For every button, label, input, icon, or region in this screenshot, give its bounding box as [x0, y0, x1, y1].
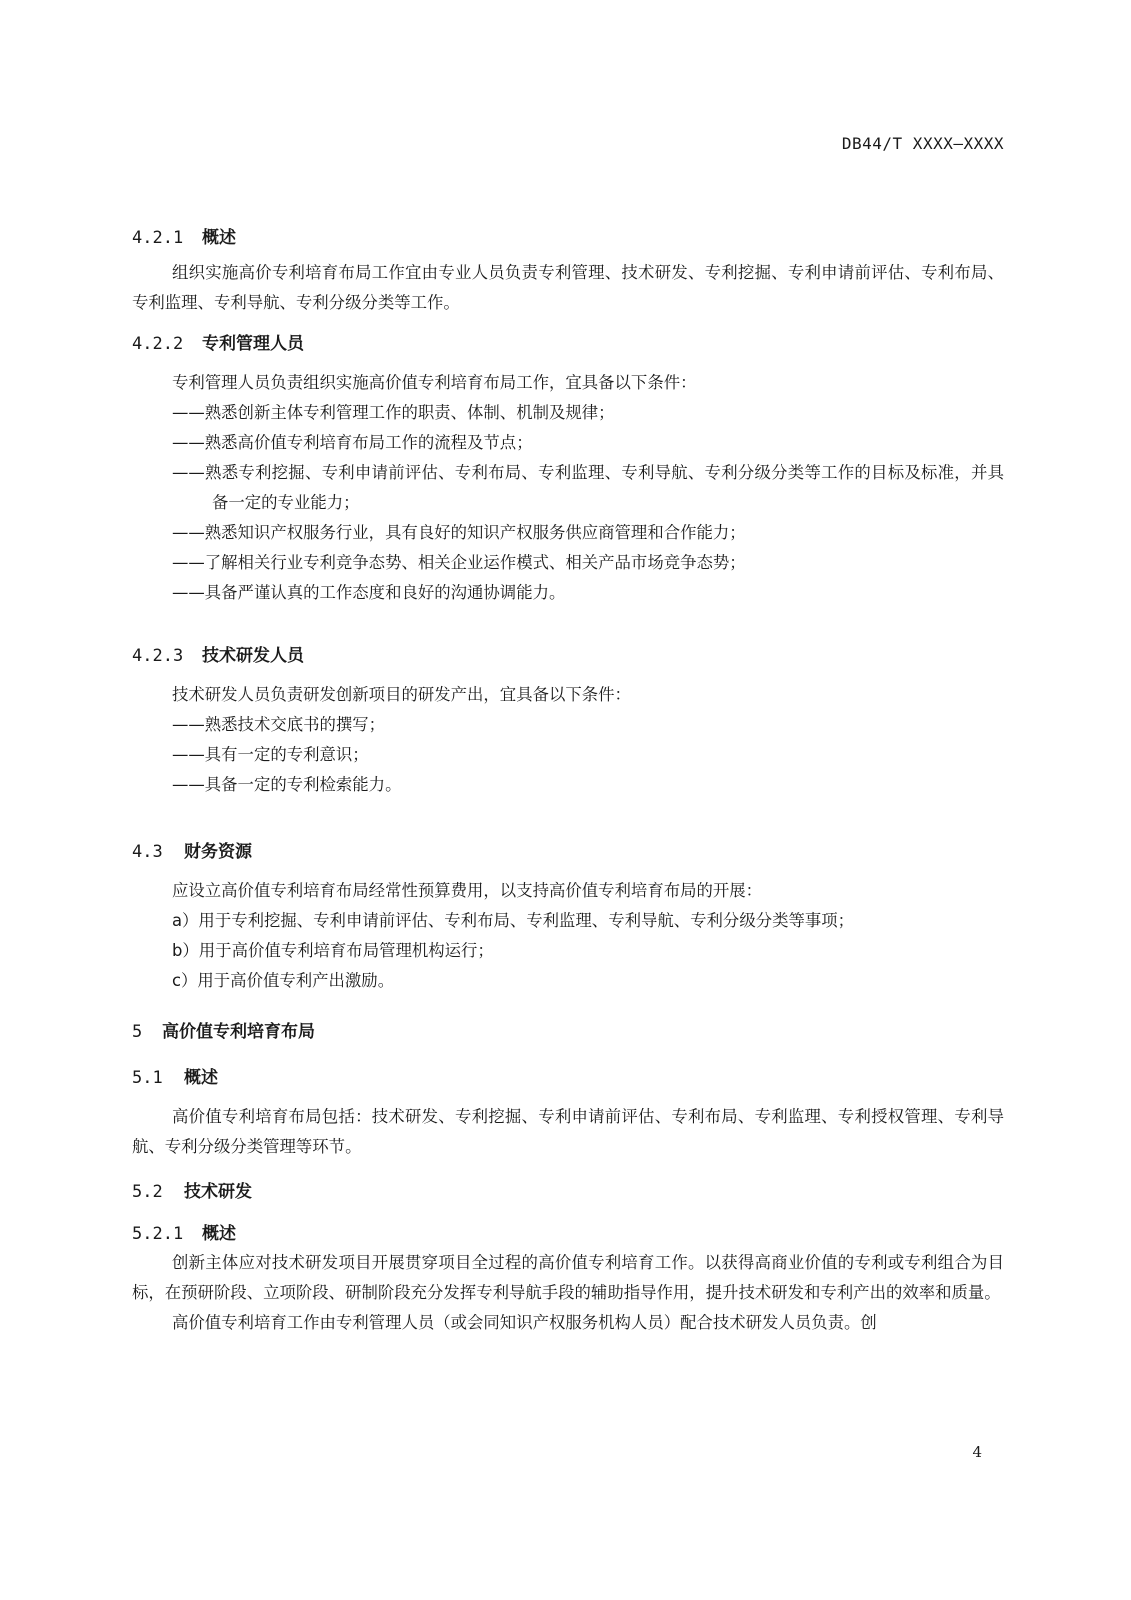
- section-number: 4.2.2: [132, 334, 184, 354]
- list-item: ——具备严谨认真的工作态度和良好的沟通协调能力。: [172, 583, 566, 602]
- section-4-2-1-heading: [132, 226, 1004, 250]
- section-5-2-heading: [132, 1180, 1004, 1204]
- chapter-5-heading: [132, 1020, 1004, 1044]
- section-number: 5.2.1: [132, 1224, 184, 1244]
- section-number: 5: [132, 1022, 143, 1042]
- document-code-header: DB44/T XXXX—XXXX: [841, 134, 1004, 153]
- list-item: ——了解相关行业专利竞争态势、相关企业运作模式、相关产品市场竞争态势；: [172, 553, 746, 572]
- section-5-2-1-heading: [132, 1222, 1004, 1246]
- list-item: ——熟悉技术交底书的撰写；: [172, 715, 386, 734]
- section-title: 技术研发人员: [202, 646, 304, 666]
- section-title: 概述: [184, 1068, 218, 1088]
- section-title: 概述: [202, 1224, 236, 1244]
- list-item: ——具有一定的专利意识；: [172, 745, 369, 764]
- list-item: ——具备一定的专利检索能力。: [172, 775, 402, 794]
- list-item: a）用于专利挖掘、专利申请前评估、专利布局、专利监理、专利导航、专利分级分类等事项；: [172, 911, 855, 930]
- section-4-2-2-intro: 专利管理人员负责组织实施高价值专利培育布局工作，宜具备以下条件：: [172, 373, 697, 392]
- section-title: 技术研发: [184, 1182, 252, 1202]
- section-5-1-heading: [132, 1066, 1004, 1090]
- section-5-1-paragraph: 高价值专利培育布局包括：技术研发、专利挖掘、专利申请前评估、专利布局、专利监理、专利授权管理、专利导航、专利分级分类管理等环节。: [132, 1107, 1004, 1156]
- section-number: 5.2: [132, 1182, 163, 1202]
- section-4-3-intro: 应设立高价值专利培育布局经常性预算费用，以支持高价值专利培育布局的开展：: [172, 881, 763, 900]
- document-body: [132, 226, 1004, 1338]
- list-item: ——熟悉高价值专利培育布局工作的流程及节点；: [172, 433, 533, 452]
- list-item: b）用于高价值专利培育布局管理机构运行；: [172, 941, 494, 960]
- list-item: ——熟悉专利挖掘、专利申请前评估、专利布局、专利监理、专利导航、专利分级分类等工作的目标及标准，并具备一定的专业能力；: [172, 463, 1004, 512]
- section-4-2-2-heading: [132, 332, 1004, 356]
- section-title: 高价值专利培育布局: [162, 1022, 315, 1042]
- list-item: ——熟悉创新主体专利管理工作的职责、体制、机制及规律；: [172, 403, 615, 422]
- section-title: 概述: [202, 228, 236, 248]
- section-5-2-1-paragraph-2: 高价值专利培育工作由专利管理人员（或会同知识产权服务机构人员）配合技术研发人员负责。创: [172, 1313, 877, 1332]
- section-5-2-1-paragraph-1: 创新主体应对技术研发项目开展贯穿项目全过程的高价值专利培育工作。以获得高商业价值的专利或专利组合为目标，在预研阶段、立项阶段、研制阶段充分发挥专利导航手段的辅助指导作用，提升技术研发和专利产出的效率和质量。: [132, 1253, 1004, 1302]
- section-4-2-3-heading: [132, 644, 1004, 668]
- section-number: 4.2.1: [132, 228, 184, 248]
- section-title: 财务资源: [184, 842, 252, 862]
- section-4-2-3-intro: 技术研发人员负责研发创新项目的研发产出，宜具备以下条件：: [172, 685, 631, 704]
- section-number: 4.2.3: [132, 646, 184, 666]
- section-number: 4.3: [132, 842, 163, 862]
- list-item: c）用于高价值专利产出激励。: [172, 971, 395, 990]
- section-title: 专利管理人员: [202, 334, 304, 354]
- section-4-3-heading: [132, 840, 1004, 864]
- section-4-2-1-paragraph: 组织实施高价专利培育布局工作宜由专业人员负责专利管理、技术研发、专利挖掘、专利申请前评估、专利布局、专利监理、专利导航、专利分级分类等工作。: [132, 263, 1004, 312]
- list-item: ——熟悉知识产权服务行业，具有良好的知识产权服务供应商管理和合作能力；: [172, 523, 746, 542]
- section-number: 5.1: [132, 1068, 163, 1088]
- page-number: 4: [972, 1443, 982, 1461]
